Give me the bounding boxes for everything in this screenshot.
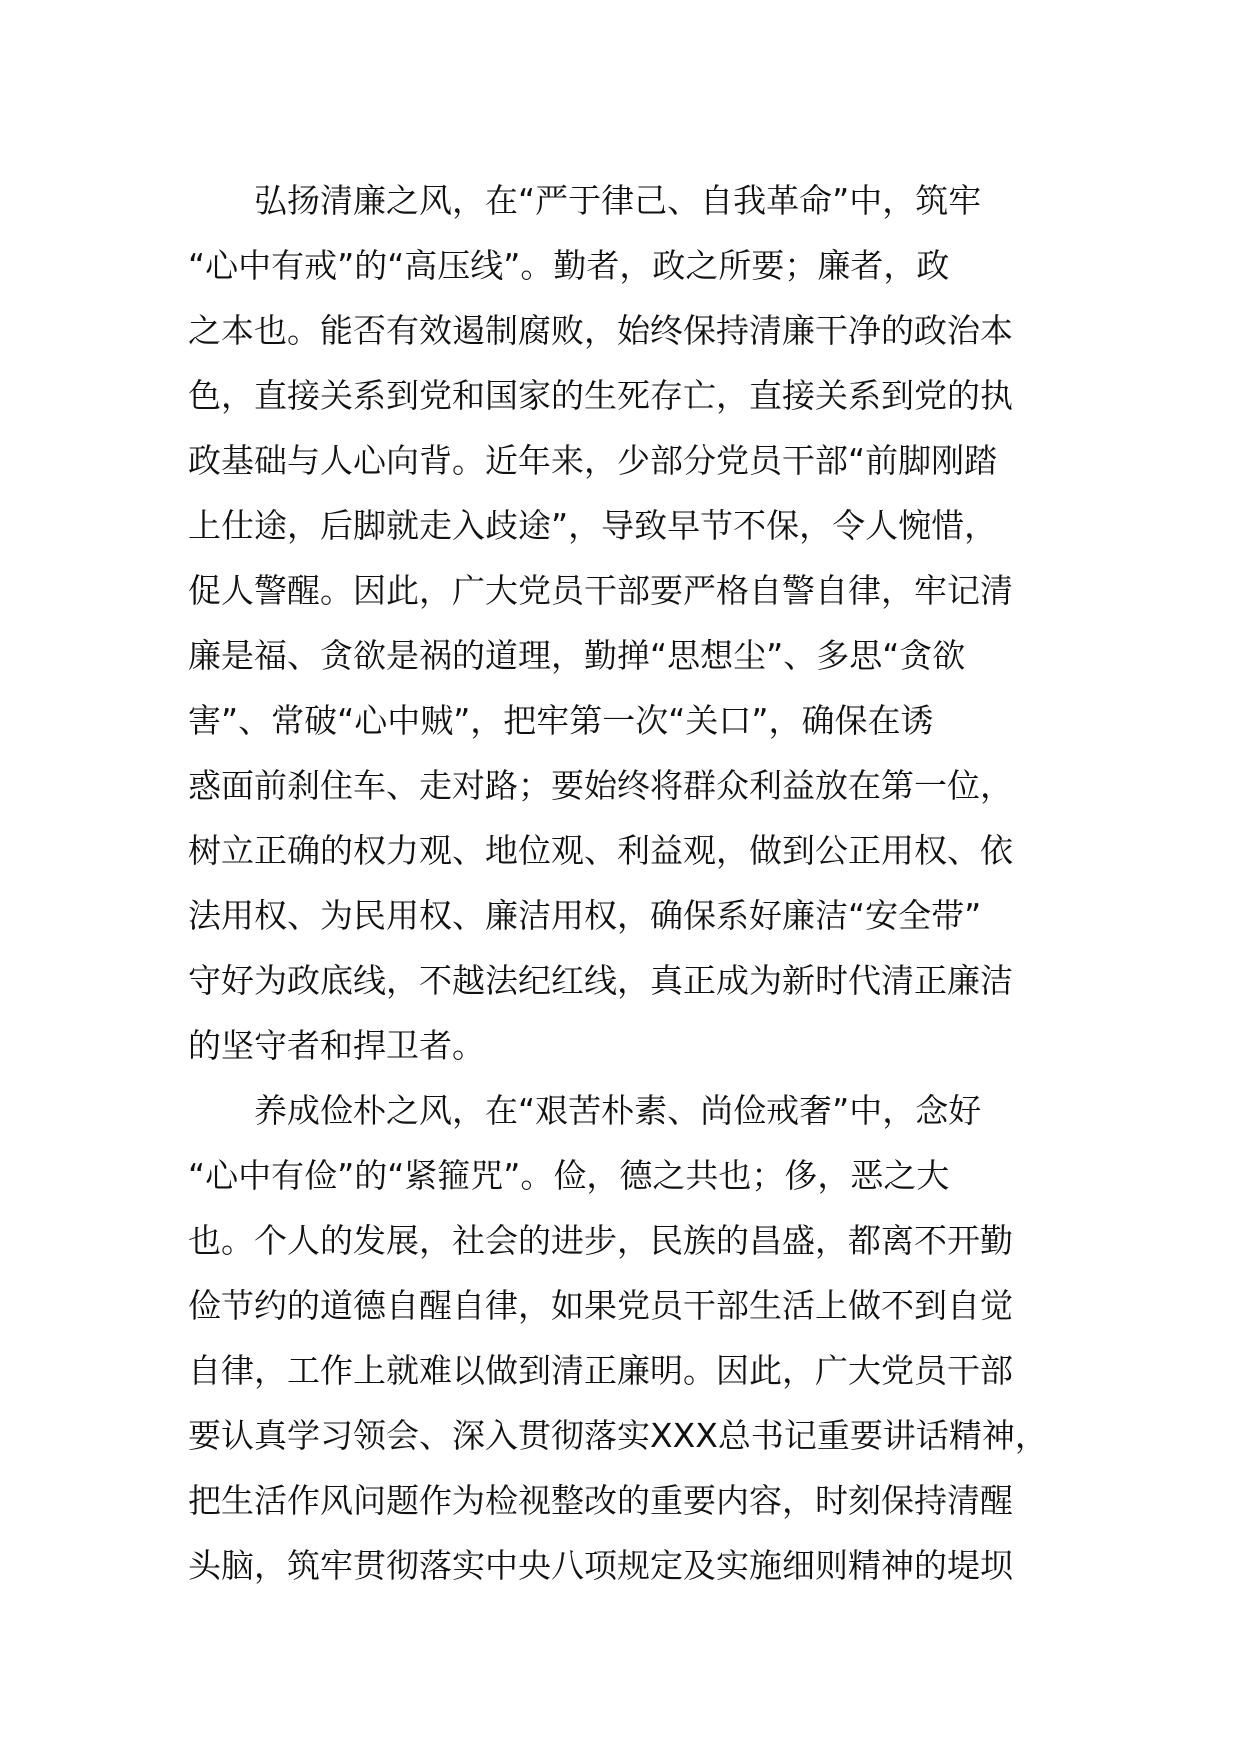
text-line: 把生活作风问题作为检视整改的重要内容，时刻保持清醒 (188, 1481, 1013, 1520)
text-line: 树立正确的权力观、地位观、利益观，做到公正用权、依 (188, 831, 1013, 870)
text-line: 要认真学习领会、深入贯彻落实XXX总书记重要讲话精神， (188, 1416, 1048, 1455)
text-line: 守好为政底线，不越法纪红线，真正成为新时代清正廉洁 (188, 961, 1013, 1000)
text-line: 之本也。能否有效遏制腐败，始终保持清廉干净的政治本 (188, 311, 1013, 350)
text-line: 自律，工作上就难以做到清正廉明。因此，广大党员干部 (188, 1351, 1013, 1390)
text-line: 促人警醒。因此，广大党员干部要严格自警自律，牢记清 (188, 571, 1013, 610)
text-line: 害”、常破“心中贼”，把牢第一次“关口”，确保在诱 (188, 701, 934, 740)
text-line: 养成俭朴之风，在“艰苦朴素、尚俭戒奢”中，念好 (254, 1091, 982, 1130)
text-line: 廉是福、贪欲是祸的道理，勤掸“思想尘”、多思“贪欲 (188, 636, 966, 675)
paragraph-1 (188, 168, 1064, 1078)
text-line: 头脑，筑牢贯彻落实中央八项规定及实施细则精神的堤坝 (188, 1546, 1013, 1585)
text-line: “心中有俭”的“紧箍咒”。俭，德之共也；侈，恶之大 (188, 1156, 950, 1195)
paragraph-2 (188, 1078, 1064, 1598)
text-line: 法用权、为民用权、廉洁用权，确保系好廉洁“安全带” (188, 896, 982, 935)
document-body (188, 168, 1064, 1598)
text-line: 政基础与人心向背。近年来，少部分党员干部“前脚刚踏 (188, 441, 998, 480)
text-line: 的坚守者和捍卫者。 (188, 1026, 485, 1065)
text-line: 也。个人的发展，社会的进步，民族的昌盛，都离不开勤 (188, 1221, 1013, 1260)
text-line: 惑面前刹住车、走对路；要始终将群众利益放在第一位， (188, 766, 1013, 805)
text-line: 色，直接关系到党和国家的生死存亡，直接关系到党的执 (188, 376, 1013, 415)
text-line: 弘扬清廉之风，在“严于律己、自我革命”中，筑牢 (254, 181, 982, 220)
text-line: 上仕途，后脚就走入歧途”，导致早节不保，令人惋惜， (188, 506, 998, 545)
text-line: 俭节约的道德自醒自律，如果党员干部生活上做不到自觉 (188, 1286, 1013, 1325)
text-line: “心中有戒”的“高压线”。勤者，政之所要；廉者，政 (188, 246, 950, 285)
